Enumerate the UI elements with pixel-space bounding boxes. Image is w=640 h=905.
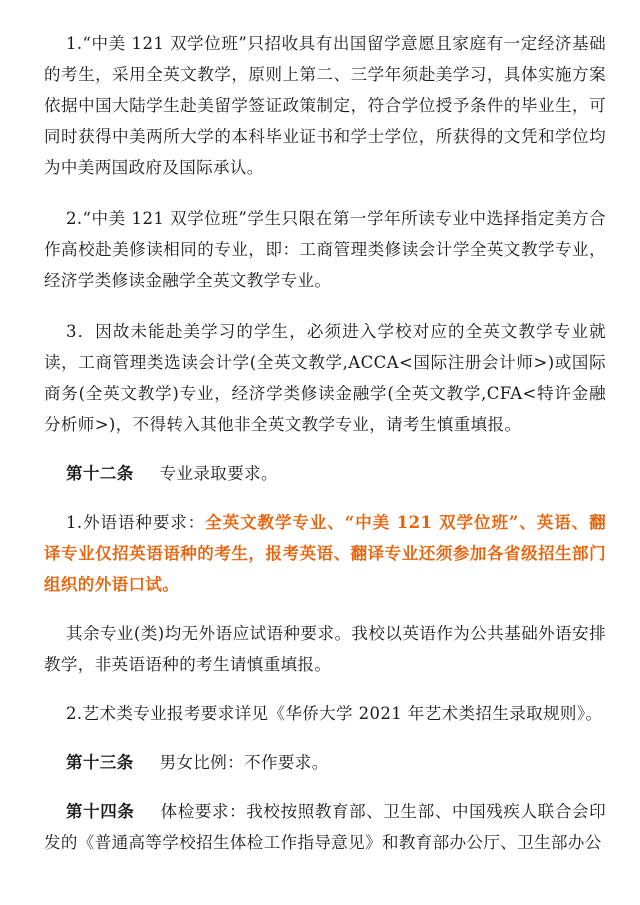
article-12-text: 专业录取要求。: [159, 464, 278, 483]
paragraph-3: 3．因故未能赴美学习的学生，必须进入学校对应的全英文教学专业就读，工商管理类选读会计学(全英文教学,ACCA<国际注册会计师>)或国际商务(全英文教学)专业，经济学类修读金融学(全英文教学,CFA<特许金融分析师>)，不得转入其他非全英文教学专业，请考生慎重填报。: [44, 322, 606, 434]
paragraph-foreign-language: [44, 507, 606, 600]
foreign-language-highlight: 全英文教学专业、“中美 121 双学位班”、英语、翻译专业仅招英语语种的考生，报考英语、翻译专业还须参加各省级招生部门组织的外语口试。: [44, 513, 607, 594]
article-14: [44, 796, 606, 858]
article-13-text: 男女比例：不作要求。: [159, 753, 329, 772]
article-13-label: 第十三条: [66, 753, 134, 772]
paragraph-other-majors: 其余专业(类)均无外语应试语种要求。我校以英语作为公共基础外语安排教学，非英语语种的考生请慎重填报。: [44, 624, 606, 674]
article-14-text: 体检要求：我校按照教育部、卫生部、中国残疾人联合会印发的《普通高等学校招生体检工作指导意见》和教育部办公厅、卫生部办公: [44, 802, 606, 852]
paragraph-2: 2.“中美 121 双学位班”学生只限在第一学年所读专业中选择指定美方合作高校赴美修读相同的专业，即：工商管理类修读会计学全英文教学专业，经济学类修读金融学全英文教学专业。: [44, 209, 606, 290]
article-12: [44, 458, 606, 489]
paragraph-art-majors: 2.艺术类专业报考要求详见《华侨大学 2021 年艺术类招生录取规则》。: [66, 704, 603, 723]
article-13: [44, 747, 606, 778]
paragraph-1: 1.“中美 121 双学位班”只招收具有出国留学意愿且家庭有一定经济基础的考生，采用全英文教学，原则上第二、三学年须赴美学习，具体实施方案依据中国大陆学生赴美留学签证政策制定，符合学位授予条件的毕业生，可同时获得中美两所大学的本科毕业证书和学士学位，所获得的文凭和学位均为中美两国政府及国际承认。: [44, 34, 606, 177]
foreign-language-prefix: 1.外语语种要求：: [66, 513, 206, 532]
article-14-label: 第十四条: [66, 802, 135, 821]
article-12-label: 第十二条: [66, 464, 134, 483]
